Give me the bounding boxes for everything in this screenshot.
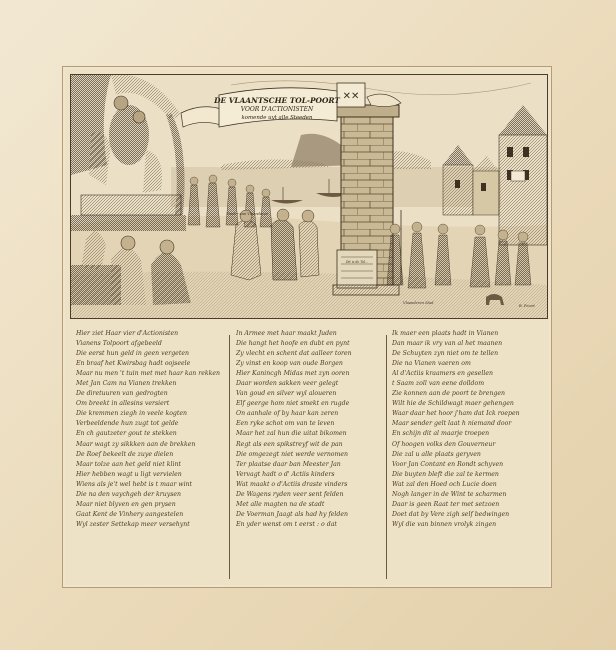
poem-column-1 — [76, 329, 224, 581]
poem-line: En yder wenst om t eerst : o dat — [236, 520, 337, 528]
poem-line: On aanhale of by haar kan zeren — [236, 410, 339, 418]
poem-line: Zie konnen aan de poort te brengen — [392, 390, 505, 398]
poem-line: Verbeeldende hun zugt tot gelde — [76, 420, 179, 428]
poem-line: Die kremmen ziegh in veele kogten — [76, 410, 188, 418]
poem-line: Die omgezegt niet werde vernomen — [236, 450, 349, 458]
poem-line: De diretuuren van gedrogten — [76, 390, 168, 398]
poem-line: Hier hebben wagt u ligt vervielen — [76, 470, 182, 478]
poem-text-panel — [70, 329, 546, 581]
column-divider — [386, 335, 387, 579]
poem-line: Al d'Actiis kraamers en gesellen — [392, 370, 493, 378]
poem-line: Die na den vaychgeh der kruysen — [76, 490, 182, 498]
poem-line: Een ryke schot om van te leven — [236, 420, 335, 428]
poem-line: Die buyten bleft die zal te kermen — [392, 470, 499, 478]
poem-line: Wat zal den Hoed och Lucie doen — [392, 480, 497, 488]
poem-line: Wiens als je't wel hebt is t maar wint — [76, 480, 193, 488]
poem-line: Wyl die van binnen vrolyk zingen — [392, 520, 497, 528]
poem-line: Met Jan Cam na Vianen trekken — [76, 380, 177, 388]
banner-subtitle-2: komende uyt alle Steeden — [241, 115, 313, 121]
poem-line: De Roef bekeelt de zuye dielen — [76, 450, 174, 458]
poem-line: Wat maakt o d'Actiis draste vinders — [236, 480, 348, 488]
poem-line: Regt als een spikstreyf wit de pan — [236, 440, 343, 448]
poem-line: Maar sender gelt laat h niemand door — [392, 420, 512, 428]
poem-line: Vianens Tolpoort afgebeeld — [76, 340, 162, 348]
poem-line: Gaat Kent de Vinhery aangestelen — [76, 510, 184, 518]
label-left-ground: Onder aan Vlaanderen — [227, 212, 269, 216]
poem-line: Hier Kanincgh Midas met zyn ooren — [236, 370, 350, 378]
poem-line: Die hangt het hoofe en dubt en pynt — [236, 340, 350, 348]
poem-line: Voor Jan Contant en Rondt schyven — [392, 460, 504, 468]
poem-line: Vervagt hadt o d' Actiis kinders — [236, 470, 335, 478]
poem-line: De Schuyten zyn niet om te tellen — [392, 350, 499, 358]
poem-line: Die zal u alle plaats geryven — [392, 450, 481, 458]
poem-line: Of hoogen volks den Gouverneur — [392, 440, 496, 448]
poem-line: Maar niet blyven en gen prysen — [76, 500, 176, 508]
poem-line: Ik maer een plaats hadt in Vianen — [392, 330, 499, 337]
poem-line: En braaf het Kwirsbag hadt oojseele — [76, 360, 191, 368]
poem-line: Elf geerge hom niet smekt en rugde — [236, 400, 350, 408]
engraving-scene — [71, 75, 547, 318]
poem-line: Van goud en silver wyl aloueren — [236, 390, 337, 398]
label-signature: B. Picart — [519, 304, 535, 308]
poem-column-2 — [236, 329, 382, 581]
poem-line: De Voerman Jaagt als had hy felden — [236, 510, 349, 518]
poem-line: Hier ziet Haar vier d'Actionisten — [76, 330, 179, 337]
engraving-illustration — [70, 74, 548, 319]
poem-line: Die eerst hun geld in geen vergeten — [76, 350, 189, 358]
poem-line: Die na Vianen vaeren om — [392, 360, 471, 368]
poem-line: Zy vinst en koop van oude Borgen — [236, 360, 343, 368]
banner-title: DE VLAANTSCHE TOL-POORT — [214, 96, 340, 105]
poem-line: Maar nu men 't tuin met met haar kan rekken — [76, 370, 221, 378]
poem-line: Om breekt in allesins versiert — [76, 400, 170, 408]
poem-line: t Saam zoll van eene dolldom — [392, 380, 485, 388]
poem-line: In Armee met haar maakt Juden — [236, 330, 337, 337]
poem-line: Daar is geen Raat ter met setzoen — [392, 500, 500, 508]
poem-line: Zy vlecht en schent dat aalleer toren — [236, 350, 352, 358]
label-right-foot: Vlaanderen Stad — [403, 301, 434, 305]
banner-subtitle: VOOR D'ACTIONISTEN — [240, 106, 314, 113]
poem-line: Ter plaatse daar ban Meester Jan — [236, 460, 341, 468]
column-divider — [229, 335, 230, 579]
poem-line: Maar het zal hun die uitat bikomen — [236, 430, 347, 438]
poem-line: Wyl zester Settekap meer versehynt — [76, 520, 190, 528]
poem-line: Nogh langer in de Wint te scharmen — [392, 490, 507, 498]
poem-line: Maar wagt zy sikkken aan de brekken — [76, 440, 196, 448]
poem-line: Met alle magten na de stadt — [236, 500, 325, 508]
poem-line: De Wagens ryden veer sent felden — [236, 490, 344, 498]
label-pillar-tablet: Dit is de Tol... — [345, 260, 369, 264]
poem-line: Dan maar ik vry van al het maanen — [392, 340, 503, 348]
poem-column-3 — [392, 329, 542, 581]
poem-line: Maar tolze aan het geld niet klint — [76, 460, 181, 468]
poem-line: Daar worden sakken veer gelegt — [236, 380, 339, 388]
poem-line: En ch gautzeter gout te stekken — [76, 430, 177, 438]
poem-line: Wilt hie de Schildwagt maer gehengen — [392, 400, 514, 408]
poem-line: Doet dat by Vere zigh self bedwingen — [392, 510, 510, 518]
poem-line: En schijn dit al maarje troepen — [392, 430, 490, 438]
poem-line: Waar daar het hoor j'ham dat Ick roepen — [392, 410, 520, 418]
svg-text:✕✕: ✕✕ — [342, 91, 360, 102]
